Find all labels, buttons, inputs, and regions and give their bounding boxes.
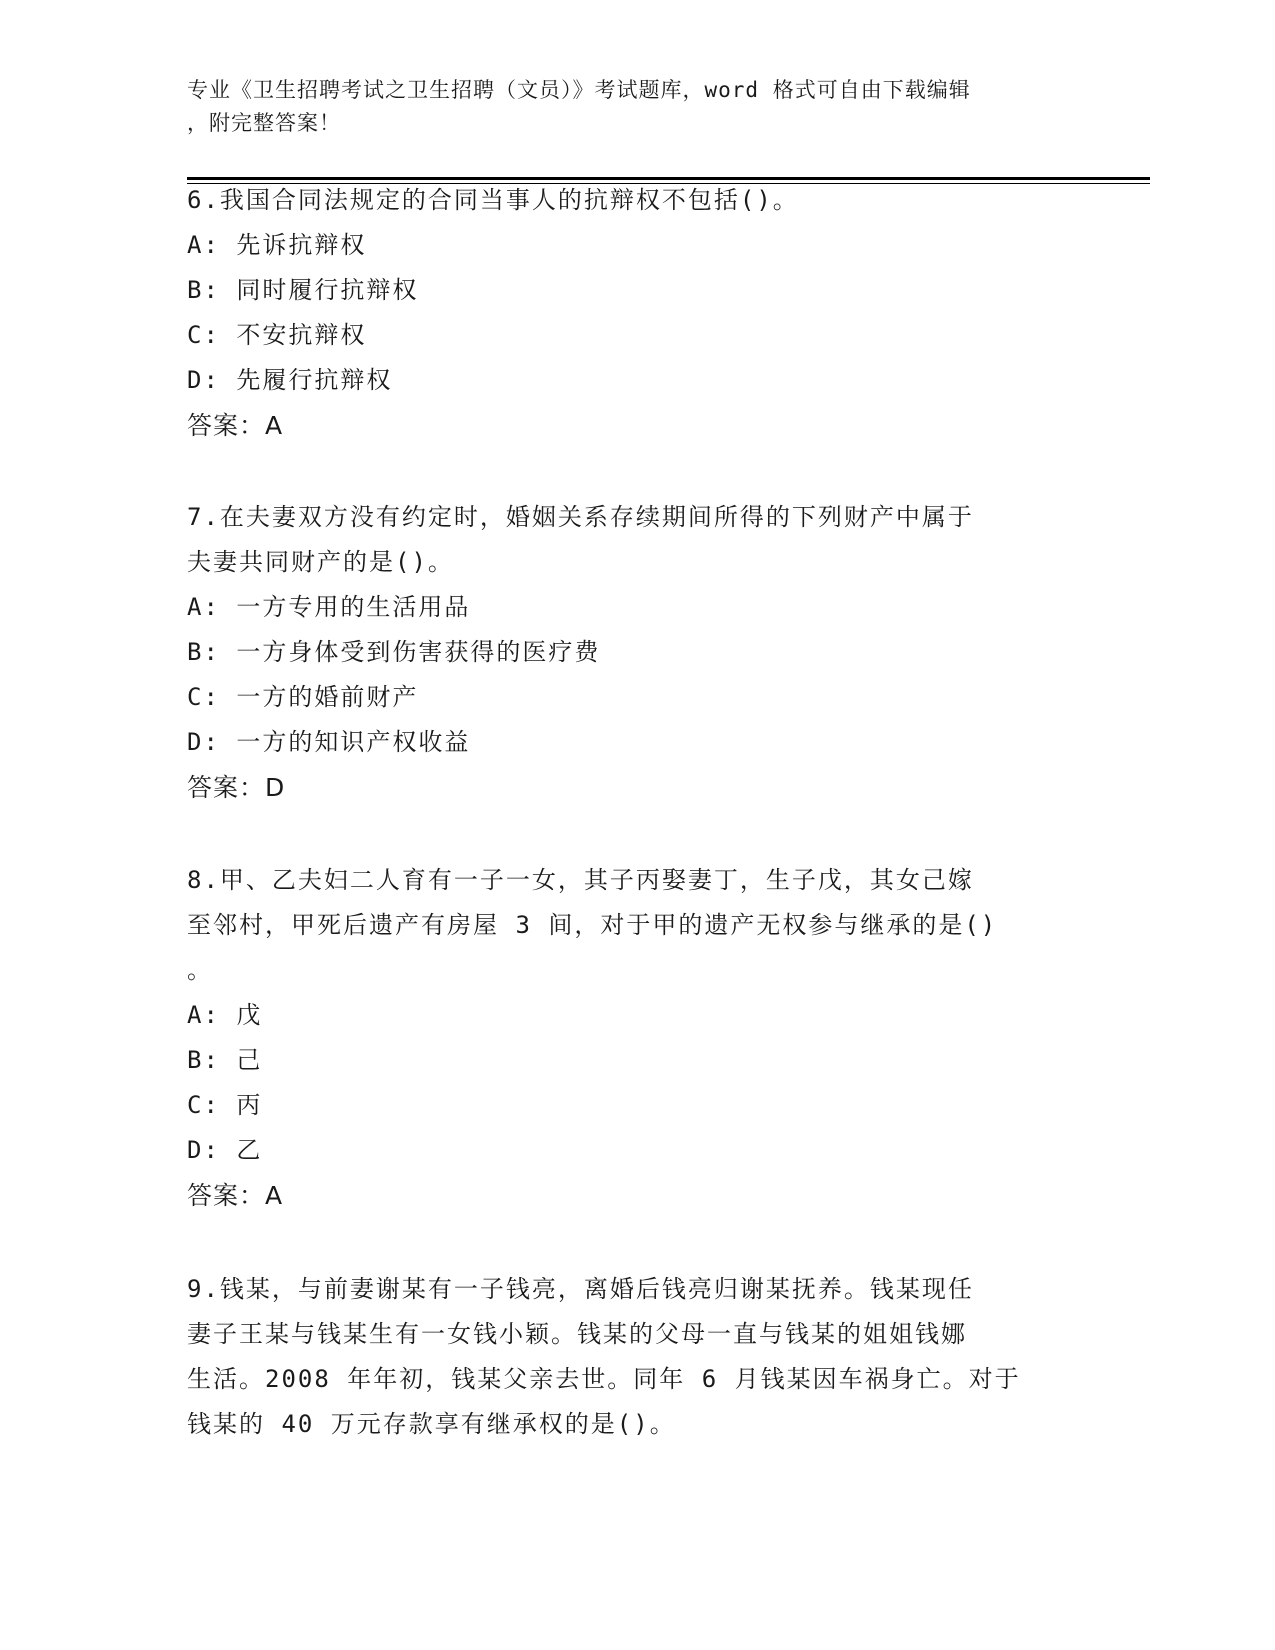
option-b: B: 同时履行抗辩权 (187, 276, 419, 304)
question-8 (187, 858, 1087, 1218)
question-stem-line: 9.钱某，与前妻谢某有一子钱亮，离婚后钱亮归谢某抚养。钱某现任 (187, 1275, 974, 1303)
option-b: B: 己 (187, 1046, 263, 1074)
option-a: A: 先诉抗辩权 (187, 231, 367, 259)
question-stem-line: 6.我国合同法规定的合同当事人的抗辩权不包括()。 (187, 186, 799, 214)
question-6 (187, 178, 1087, 448)
option-a: A: 一方专用的生活用品 (187, 593, 471, 621)
answer-label: 答案：D (187, 773, 286, 802)
answer-label: 答案：A (187, 411, 284, 440)
question-9 (187, 1267, 1087, 1447)
question-stem-line: 生活。2008 年年初，钱某父亲去世。同年 6 月钱某因车祸身亡。对于 (187, 1365, 1021, 1393)
question-stem-line: 。 (187, 956, 213, 984)
option-a: A: 戊 (187, 1001, 263, 1029)
option-c: C: 一方的婚前财产 (187, 683, 419, 711)
question-stem-line: 7.在夫妻双方没有约定时，婚姻关系存续期间所得的下列财产中属于 (187, 503, 974, 531)
option-c: C: 丙 (187, 1091, 263, 1119)
option-b: B: 一方身体受到伤害获得的医疗费 (187, 638, 601, 666)
question-stem-line: 钱某的 40 万元存款享有继承权的是()。 (187, 1410, 676, 1438)
option-d: D: 乙 (187, 1136, 263, 1164)
option-c: C: 不安抗辩权 (187, 321, 367, 349)
header-note (187, 74, 1067, 140)
answer-label: 答案：A (187, 1181, 284, 1210)
question-stem-line: 妻子王某与钱某生有一女钱小颖。钱某的父母一直与钱某的姐姐钱娜 (187, 1320, 967, 1348)
question-stem-line: 至邻村，甲死后遗产有房屋 3 间，对于甲的遗产无权参与继承的是() (187, 911, 998, 939)
option-d: D: 先履行抗辩权 (187, 366, 393, 394)
question-7 (187, 495, 1087, 810)
question-stem-line: 夫妻共同财产的是()。 (187, 548, 454, 576)
question-stem-line: 8.甲、乙夫妇二人育有一子一女，其子丙娶妻丁，生子戊，其女己嫁 (187, 866, 974, 894)
header-line-1: 专业《卫生招聘考试之卫生招聘（文员）》考试题库，word 格式可自由下载编辑 (187, 78, 971, 102)
option-d: D: 一方的知识产权收益 (187, 728, 471, 756)
header-line-2: ，附完整答案！ (187, 111, 341, 135)
